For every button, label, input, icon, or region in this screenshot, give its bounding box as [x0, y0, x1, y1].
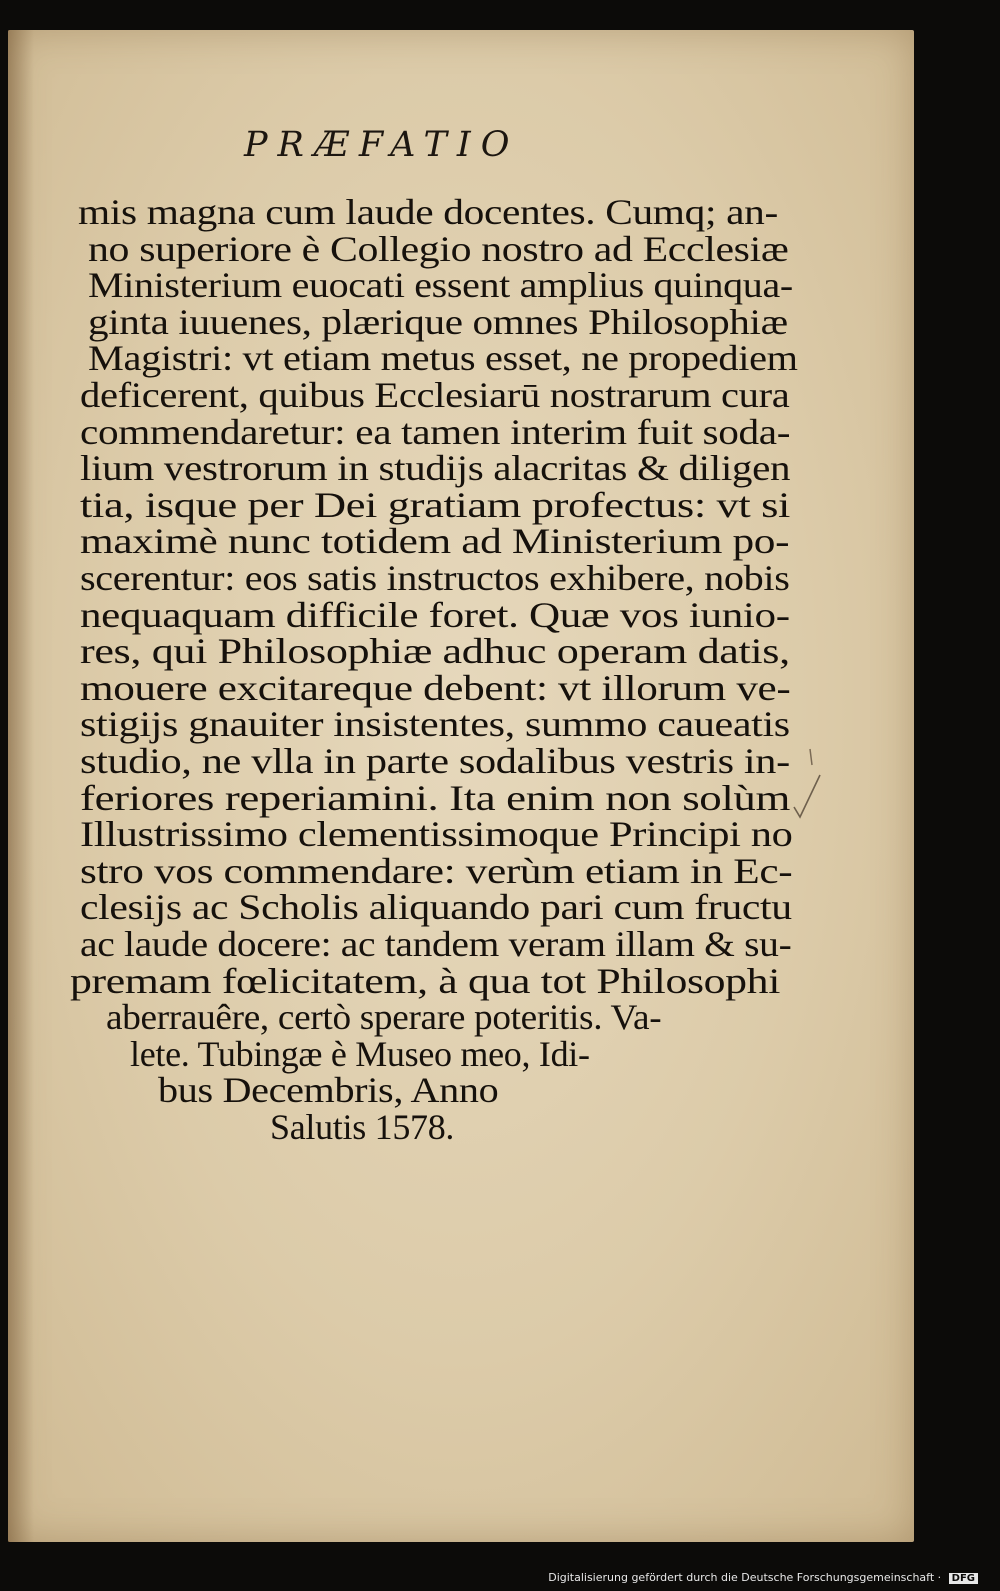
text-line: Magistri: vt etiam metus esset, ne propediem	[88, 338, 798, 379]
footer-credit: Digitalisierung gefördert durch die Deutsche Forschungsgemeinschaft · DFG	[548, 1571, 978, 1584]
text-line: clesijs ac Scholis aliquando pari cum fructu	[80, 887, 792, 928]
text-line: lium vestrorum in studijs alacritas & diligen	[80, 448, 791, 489]
text-line: mis magna cum laude docentes. Cumq; an-	[78, 192, 778, 232]
text-line: Ministerium euocati essent amplius quinqua-	[88, 265, 793, 306]
text-line: deficerent, quibus Ecclesiarū nostrarum cura	[80, 375, 790, 415]
text-line: scerentur: eos satis instructos exhibere, nobis	[80, 558, 790, 598]
text-line: mouere excitareque debent: vt illorum ve-	[80, 667, 791, 708]
text-line: tia, isque per Dei gratiam profectus: vt si	[80, 484, 791, 525]
text-line: res, qui Philosophiæ adhuc operam datis,	[80, 631, 790, 672]
text-line: stro vos commendare: verùm etiam in Ec-	[80, 850, 793, 891]
text-line: bus Decembris, Anno	[158, 1070, 499, 1111]
text-line: Illustrissimo clementissimoque Principi no	[80, 814, 793, 855]
running-head: PRÆFATIO	[244, 125, 520, 165]
pencil-margin-mark	[788, 745, 824, 825]
text-line: no superiore è Collegio nostro ad Ecclesiæ	[88, 228, 789, 269]
footer-credit-text: Digitalisierung gefördert durch die Deutsche Forschungsgemeinschaft	[548, 1571, 935, 1584]
text-line: stigijs gnauiter insistentes, summo caueatis	[80, 704, 790, 745]
text-line: nequaquam difficile foret. Quæ vos iunio-	[80, 594, 790, 635]
body-text	[8, 30, 914, 1542]
text-line: ginta iuuenes, plærique omnes Philosophiæ	[88, 301, 788, 342]
text-line: aberrauêre, certò sperare poteritis. Va-	[106, 997, 662, 1038]
text-line: premam fœlicitatem, à qua tot Philosophi	[70, 960, 781, 1001]
text-line: Salutis 1578.	[270, 1107, 455, 1147]
text-line: commendaretur: ea tamen interim fuit soda-	[80, 411, 791, 452]
text-line: ac laude docere: ac tandem veram illam & su-	[80, 924, 792, 964]
text-line: feriores reperiamini. Ita enim non solùm	[80, 777, 791, 818]
text-line: studio, ne vlla in parte sodalibus vestris in-	[80, 741, 790, 781]
dfg-logo: DFG	[949, 1573, 978, 1584]
text-line: maximè nunc totidem ad Ministerium po-	[80, 521, 790, 562]
text-line: lete. Tubingæ è Museo meo, Idi-	[130, 1033, 590, 1074]
book-page	[8, 30, 914, 1542]
